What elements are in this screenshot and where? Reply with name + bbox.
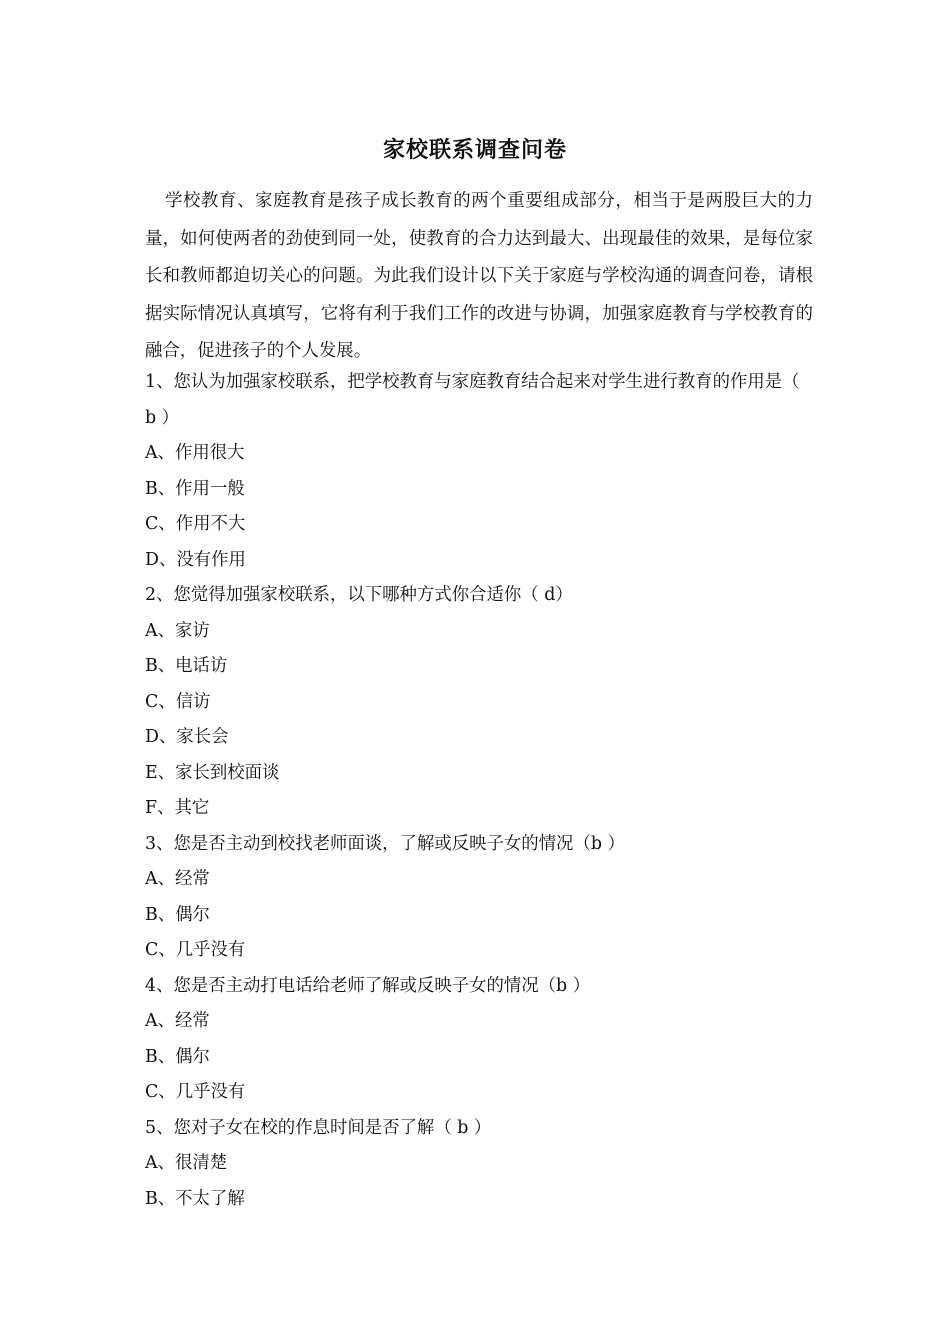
question-5-option-a: A、很清楚	[145, 1153, 228, 1173]
question-5-text: 5、您对子女在校的作息时间是否了解（ b ）	[145, 1117, 492, 1138]
question-1-option-a: A、作用很大	[145, 443, 245, 463]
question-list	[145, 365, 813, 1217]
question-2-text: 2、您觉得加强家校联系，以下哪种方式你合适你（ d）	[145, 585, 573, 605]
question-4-option-b: B、偶尔	[145, 1046, 210, 1067]
question-4-option-a: A、经常	[145, 1011, 210, 1031]
question-2-option-f: F、其它	[145, 798, 210, 818]
intro-paragraph: 学校教育、家庭教育是孩子成长教育的两个重要组成部分，相当于是两股巨大的力量，如何使两者的劲使到同一处，使教育的合力达到最大、出现最佳的效果，是每位家长和教师都迫切关心的问题。为此我们设计以下关于家庭与学校沟通的调查问卷，请根据实际情况认真填写，它将有利于我们工作的改进与协调，加强家庭教育与学校教育的融合，促进孩子的个人发展。	[145, 191, 813, 361]
question-3-option-a: A、经常	[145, 869, 210, 889]
question-1-option-d: D、没有作用	[145, 549, 246, 570]
question-1-option-c: C、作用不大	[145, 514, 246, 534]
question-2-option-d: D、家长会	[145, 727, 229, 747]
question-5-option-b: B、不太了解	[145, 1188, 245, 1209]
question-3-option-c: C、几乎没有	[145, 940, 246, 960]
document-title: 家校联系调查问卷	[382, 137, 567, 163]
question-4-text: 4、您是否主动打电话给老师了解或反映子女的情况（b ）	[145, 975, 591, 996]
question-2-option-e: E、家长到校面谈	[145, 762, 280, 783]
question-4-option-c: C、几乎没有	[145, 1082, 246, 1102]
question-1-option-b: B、作用一般	[145, 478, 245, 499]
question-2-option-c: C、信访	[145, 691, 211, 712]
question-3-text: 3、您是否主动到校找老师面谈，了解或反映子女的情况（b ）	[145, 833, 625, 854]
question-2-option-a: A、家访	[145, 620, 210, 641]
question-3-option-b: B、偶尔	[145, 904, 210, 925]
question-2-option-b: B、电话访	[145, 656, 228, 676]
question-1-text: 1、您认为加强家校联系，把学校教育与家庭教育结合起来对学生进行教育的作用是（ b ）	[145, 372, 800, 428]
